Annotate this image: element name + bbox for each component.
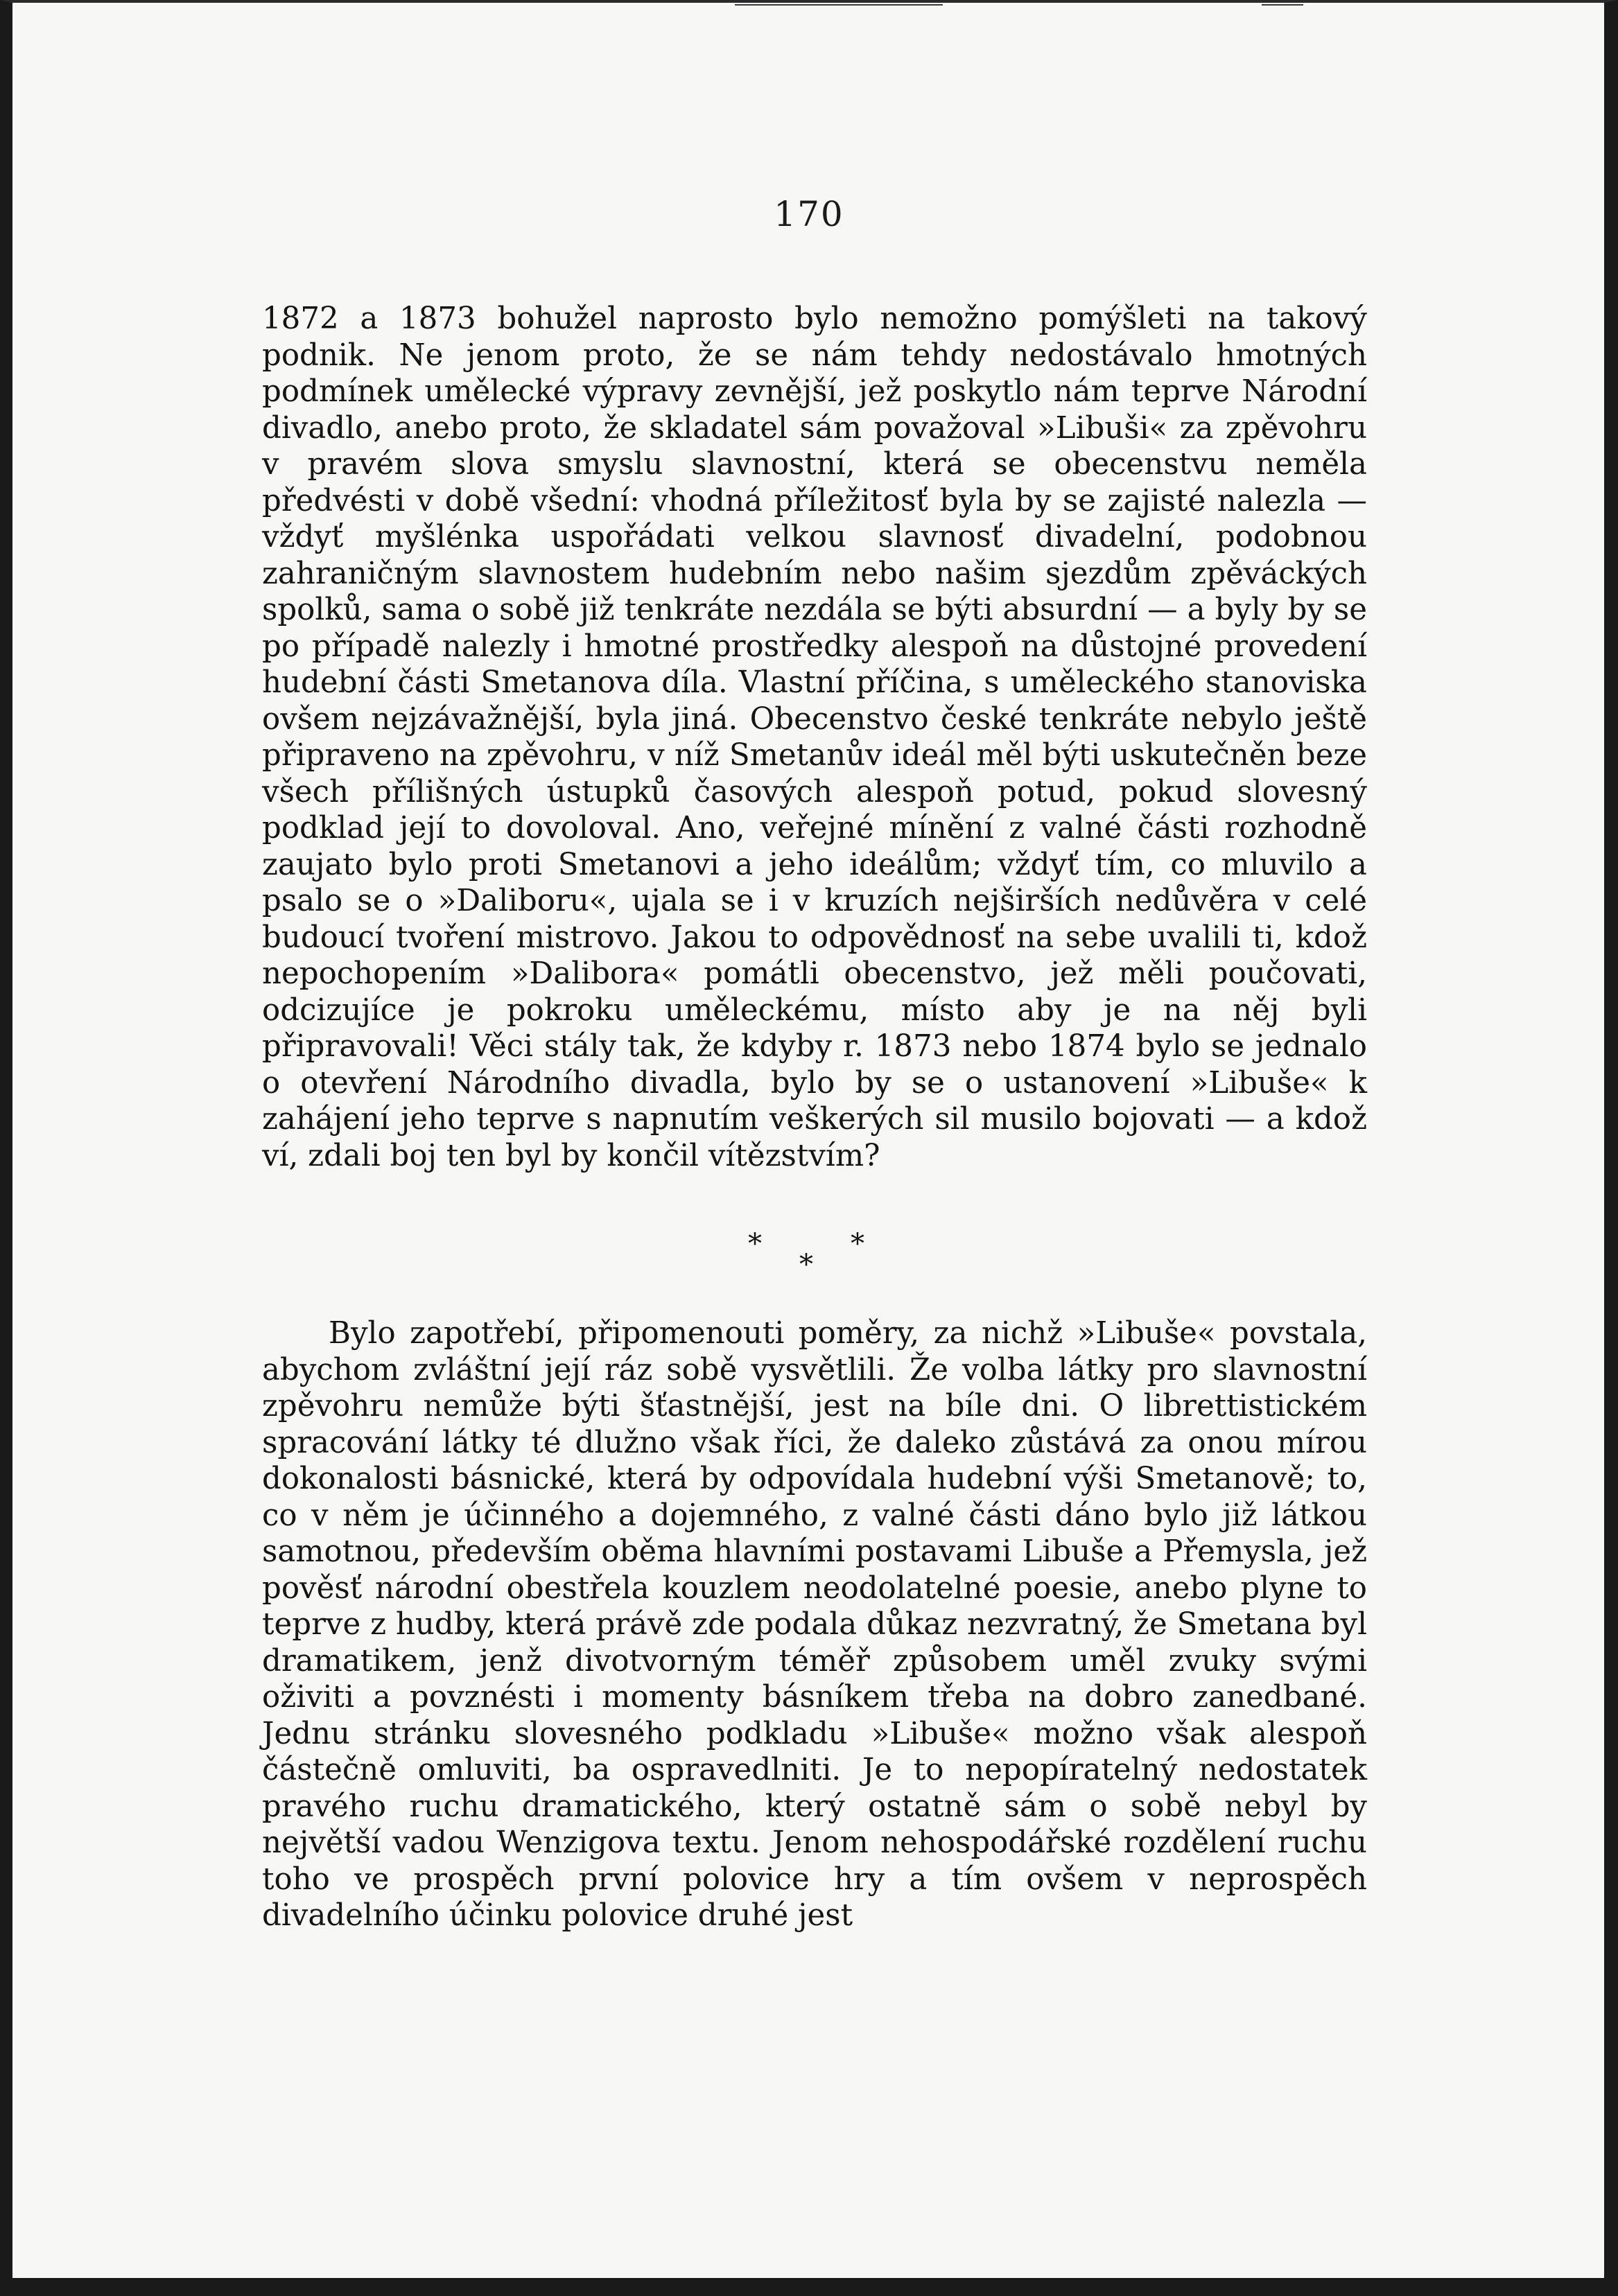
separator-star: * [799, 1249, 813, 1281]
paragraph-text: 1872 a 1873 bohužel naprosto bylo nemožno pomýšleti na takový podnik. Ne jenom proto, že se nám tehdy nedostávalo hmotných podmínek umělecké výpravy zevnější, jež poskytlo nám teprve Národní divadlo, anebo proto, že skladatel sám považoval »Libuši« za zpěvohru v pravém slova smyslu slavnostní, která se obecenstvu neměla předvésti v době všední: vhodná příležitosť byla by se zajisté nalezla — vždyť myšlénka uspořádati velkou slavnosť divadelní, podobnou zahraničným slavnostem hudebním nebo našim sjezdům zpěváckých spolků, sama o sobě již tenkráte nezdála se býti absurdní — a byly by se po případě nalezly i hmotné prostředky alespoň na důstojné provedení hudební části Smetanova díla. Vlastní příčina, s uměleckého stanoviska ovšem nejzávažnější, byla jiná. Obecenstvo české tenkráte nebylo ještě připraveno na zpěvohru, v níž Smetanův ideál měl býti uskutečněn beze všech přílišných ústupků časových alespoň potud, pokud slovesný podklad její to dovoloval. Ano, veřejné mínění z valné části rozhodně zaujato bylo proti Smetanovi a jeho ideálům; vždyť tím, co mluvilo a psalo se o »Daliboru«, ujala se i v kruzích nejširších nedůvěra v celé budoucí tvoření mistrovo. Jakou to odpovědnosť na sebe uvalili ti, kdož nepochopením »Dalibora« pomátli obecenstvo, jež měli poučovati, odcizujíce je pokroku uměleckému, místo aby je na něj byli připravovali! Věci stály tak, že kdyby r. 1873 nebo 1874 bylo se jednalo o otevření Národního divadla, bylo by se o ustanovení »Libuše« k zahájení jeho teprve s napnutím veškerých sil musilo bojovati — a kdož ví, zdali boj ten byl by končil vítězstvím? [262, 301, 1367, 1173]
section-separator [742, 1223, 880, 1281]
scan-artifact-top-right [1262, 4, 1303, 6]
body-paragraph-1 [262, 301, 1367, 1174]
separator-star: * [748, 1228, 762, 1260]
body-paragraph-2 [262, 1315, 1367, 1934]
page-number: 170 [774, 194, 844, 234]
separator-star: * [851, 1228, 864, 1260]
scan-artifact-top [735, 4, 943, 6]
paragraph-text: Bylo zapotřebí, připomenouti poměry, za nichž »Libuše« povstala, abychom zvláštní její ráz sobě vysvětlili. Že volba látky pro slavnostní zpěvohru nemůže býti šťastnější, jest na bíle dni. O librettistickém spracování látky té dlužno však říci, že daleko zůstává za onou mírou dokonalosti básnické, která by odpovídala hudební výši Smetanově; to, co v něm je účinného a dojemného, z valné části dáno bylo již látkou samotnou, především oběma hlavními postavami Libuše a Přemysla, jež pověsť národní obestřela kouzlem neodolatelné poesie, anebo plyne to teprve z hudby, která právě zde podala důkaz nezvratný, že Smetana byl dramatikem, jenž divotvorným téměř způsobem uměl zvuky svými oživiti a povznésti i momenty básníkem třeba na dobro zanedbané. Jednu stránku slovesného podkladu »Libuše« možno však alespoň částečně omluviti, ba ospravedlniti. Je to nepopíratelný nedostatek pravého ruchu dramatického, který ostatně sám o sobě nebyl by největší vadou Wenzigova textu. Jenom nehospodářské rozdělení ruchu toho ve prospěch první polovice hry a tím ovšem v neprospěch divadelního účinku polovice druhé jest [262, 1316, 1367, 1933]
